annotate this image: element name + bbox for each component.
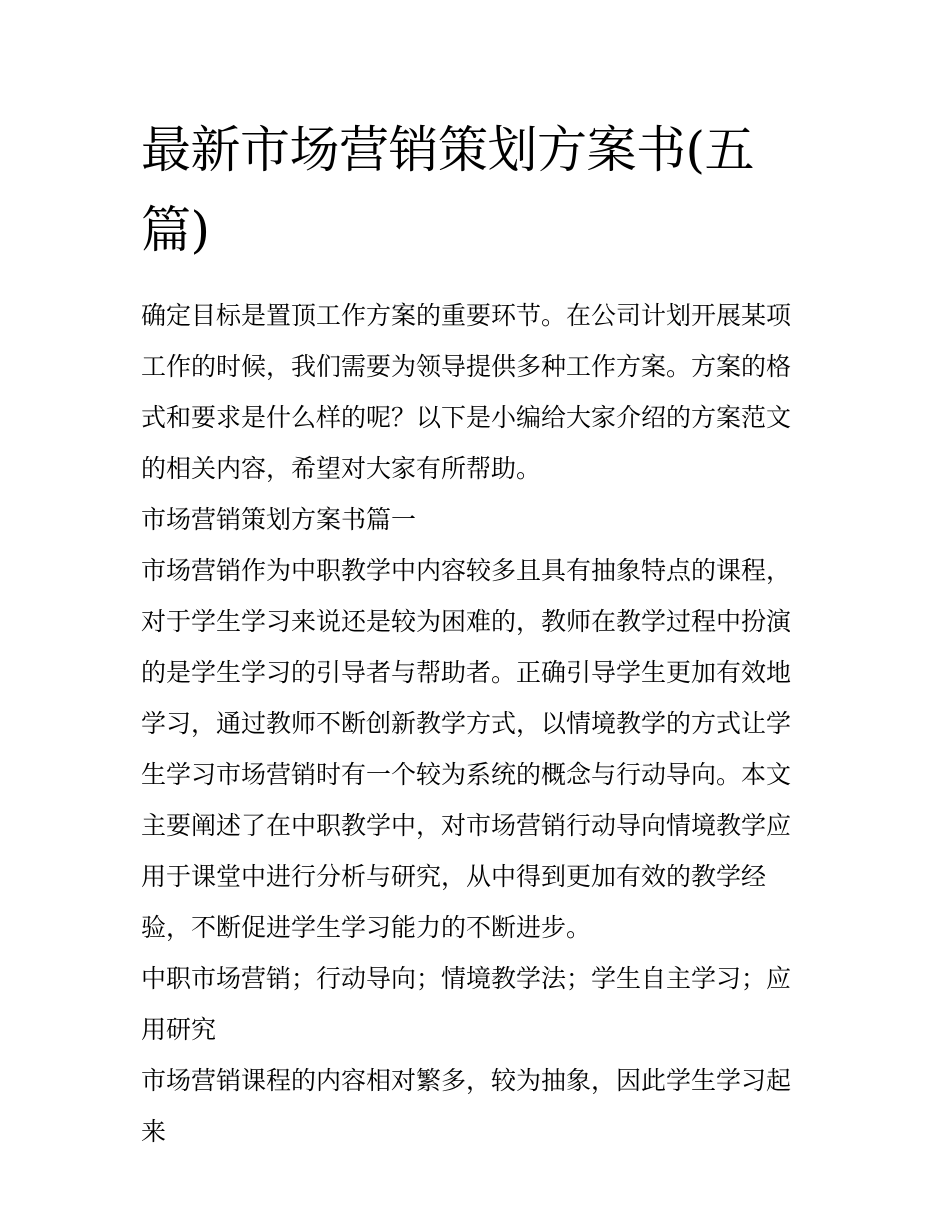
- intro-paragraph: 确定目标是置顶工作方案的重要环节。在公司计划开展某项工作的时候，我们需要为领导提供多种工作方案。方案的格式和要求是什么样的呢？以下是小编给大家介绍的方案范文的相关内容，希望对大家有所帮助。: [141, 301, 792, 483]
- section-heading: 市场营销策划方案书篇一: [141, 505, 417, 534]
- document-body: [141, 110, 813, 1157]
- body-paragraph-continued: 市场营销课程的内容相对繁多，较为抽象，因此学生学习起来: [141, 1066, 792, 1146]
- keywords-paragraph: 中职市场营销；行动导向；情境教学法；学生自主学习；应用研究: [141, 964, 792, 1044]
- document-title: 最新市场营销策划方案书(五篇): [141, 121, 755, 259]
- body-paragraph: 市场营销作为中职教学中内容较多且具有抽象特点的课程，对于学生学习来说还是较为困难的，教师在教学过程中扮演的是学生学习的引导者与帮助者。正确引导学生更加有效地学习，通过教师不断创新教学方式，以情境教学的方式让学生学习市场营销时有一个较为系统的概念与行动导向。本文主要阐述了在中职教学中，对市场营销行动导向情境教学应用于课堂中进行分析与研究，从中得到更加有效的教学经验，不断促进学生学习能力的不断进步。: [141, 556, 792, 942]
